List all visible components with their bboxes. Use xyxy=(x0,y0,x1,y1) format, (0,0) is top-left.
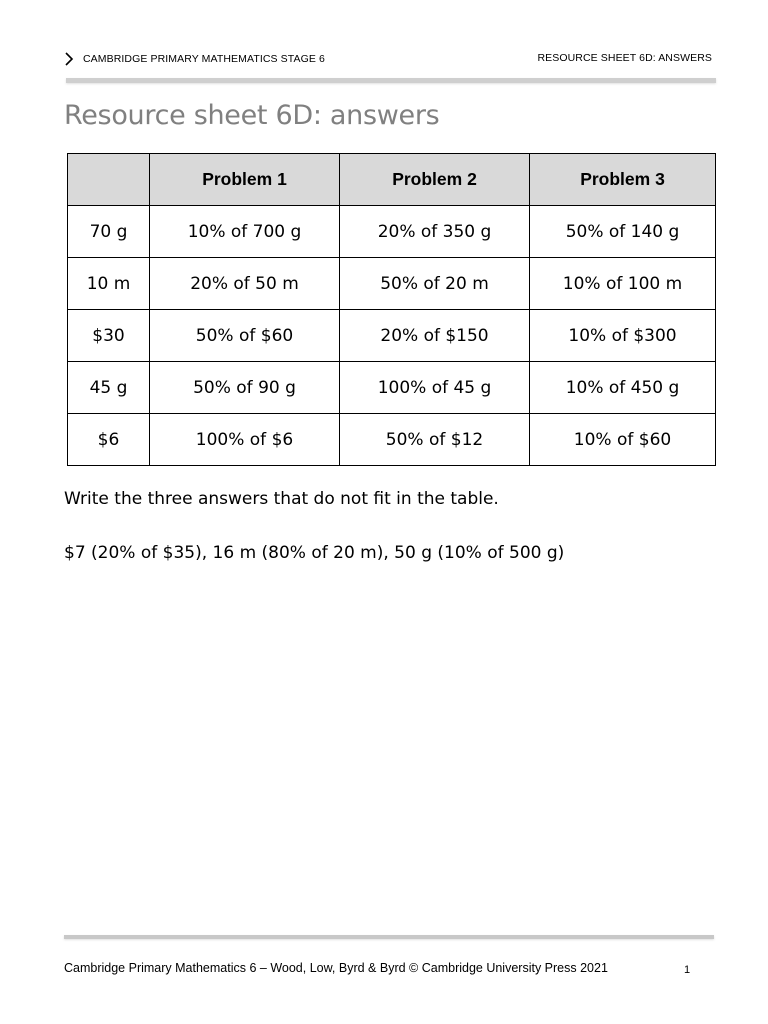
table-cell: 50% of $60 xyxy=(150,310,340,362)
header-sheet-title: RESOURCE SHEET 6D: ANSWERS xyxy=(537,52,712,64)
page-header xyxy=(64,50,714,70)
table-cell: 10% of 100 m xyxy=(530,258,716,310)
question-text: Write the three answers that do not fit in the table. xyxy=(64,489,499,509)
footer-divider xyxy=(64,935,714,939)
table-cell: 45 g xyxy=(68,362,150,414)
page-number: 1 xyxy=(684,964,691,976)
table-cell: 50% of 90 g xyxy=(150,362,340,414)
table-row xyxy=(68,310,716,362)
table-cell: 50% of $12 xyxy=(340,414,530,466)
table-cell: 10% of 700 g xyxy=(150,206,340,258)
table-row xyxy=(68,206,716,258)
table-cell: 10% of $60 xyxy=(530,414,716,466)
header-series-title: CAMBRIDGE PRIMARY MATHEMATICS STAGE 6 xyxy=(83,53,325,65)
table-cell: 10% of $300 xyxy=(530,310,716,362)
table-cell: 20% of 350 g xyxy=(340,206,530,258)
page-title: Resource sheet 6D: answers xyxy=(64,100,440,131)
table-row xyxy=(68,362,716,414)
table-row xyxy=(68,258,716,310)
table-cell: $30 xyxy=(68,310,150,362)
table-cell: 20% of $150 xyxy=(340,310,530,362)
table-header-row xyxy=(68,154,716,206)
header-divider xyxy=(66,78,716,83)
table-header-cell xyxy=(68,154,150,206)
table-cell: 100% of $6 xyxy=(150,414,340,466)
table-cell: 20% of 50 m xyxy=(150,258,340,310)
extra-answers-text: $7 (20% of $35), 16 m (80% of 20 m), 50 g (10% of 500 g) xyxy=(64,543,565,563)
table-cell: 50% of 20 m xyxy=(340,258,530,310)
table-cell: $6 xyxy=(68,414,150,466)
footer-copyright: Cambridge Primary Mathematics 6 – Wood, Low, Byrd & Byrd © Cambridge University Press 2021 xyxy=(64,961,608,975)
table-header-cell: Problem 2 xyxy=(340,154,530,206)
chevron-right-icon xyxy=(64,52,74,66)
answers-table xyxy=(67,153,716,466)
table-cell: 10 m xyxy=(68,258,150,310)
header-left xyxy=(64,52,325,66)
table-row xyxy=(68,414,716,466)
table-cell: 10% of 450 g xyxy=(530,362,716,414)
table-header-cell: Problem 3 xyxy=(530,154,716,206)
table-cell: 50% of 140 g xyxy=(530,206,716,258)
table-header-cell: Problem 1 xyxy=(150,154,340,206)
table-cell: 70 g xyxy=(68,206,150,258)
table-cell: 100% of 45 g xyxy=(340,362,530,414)
